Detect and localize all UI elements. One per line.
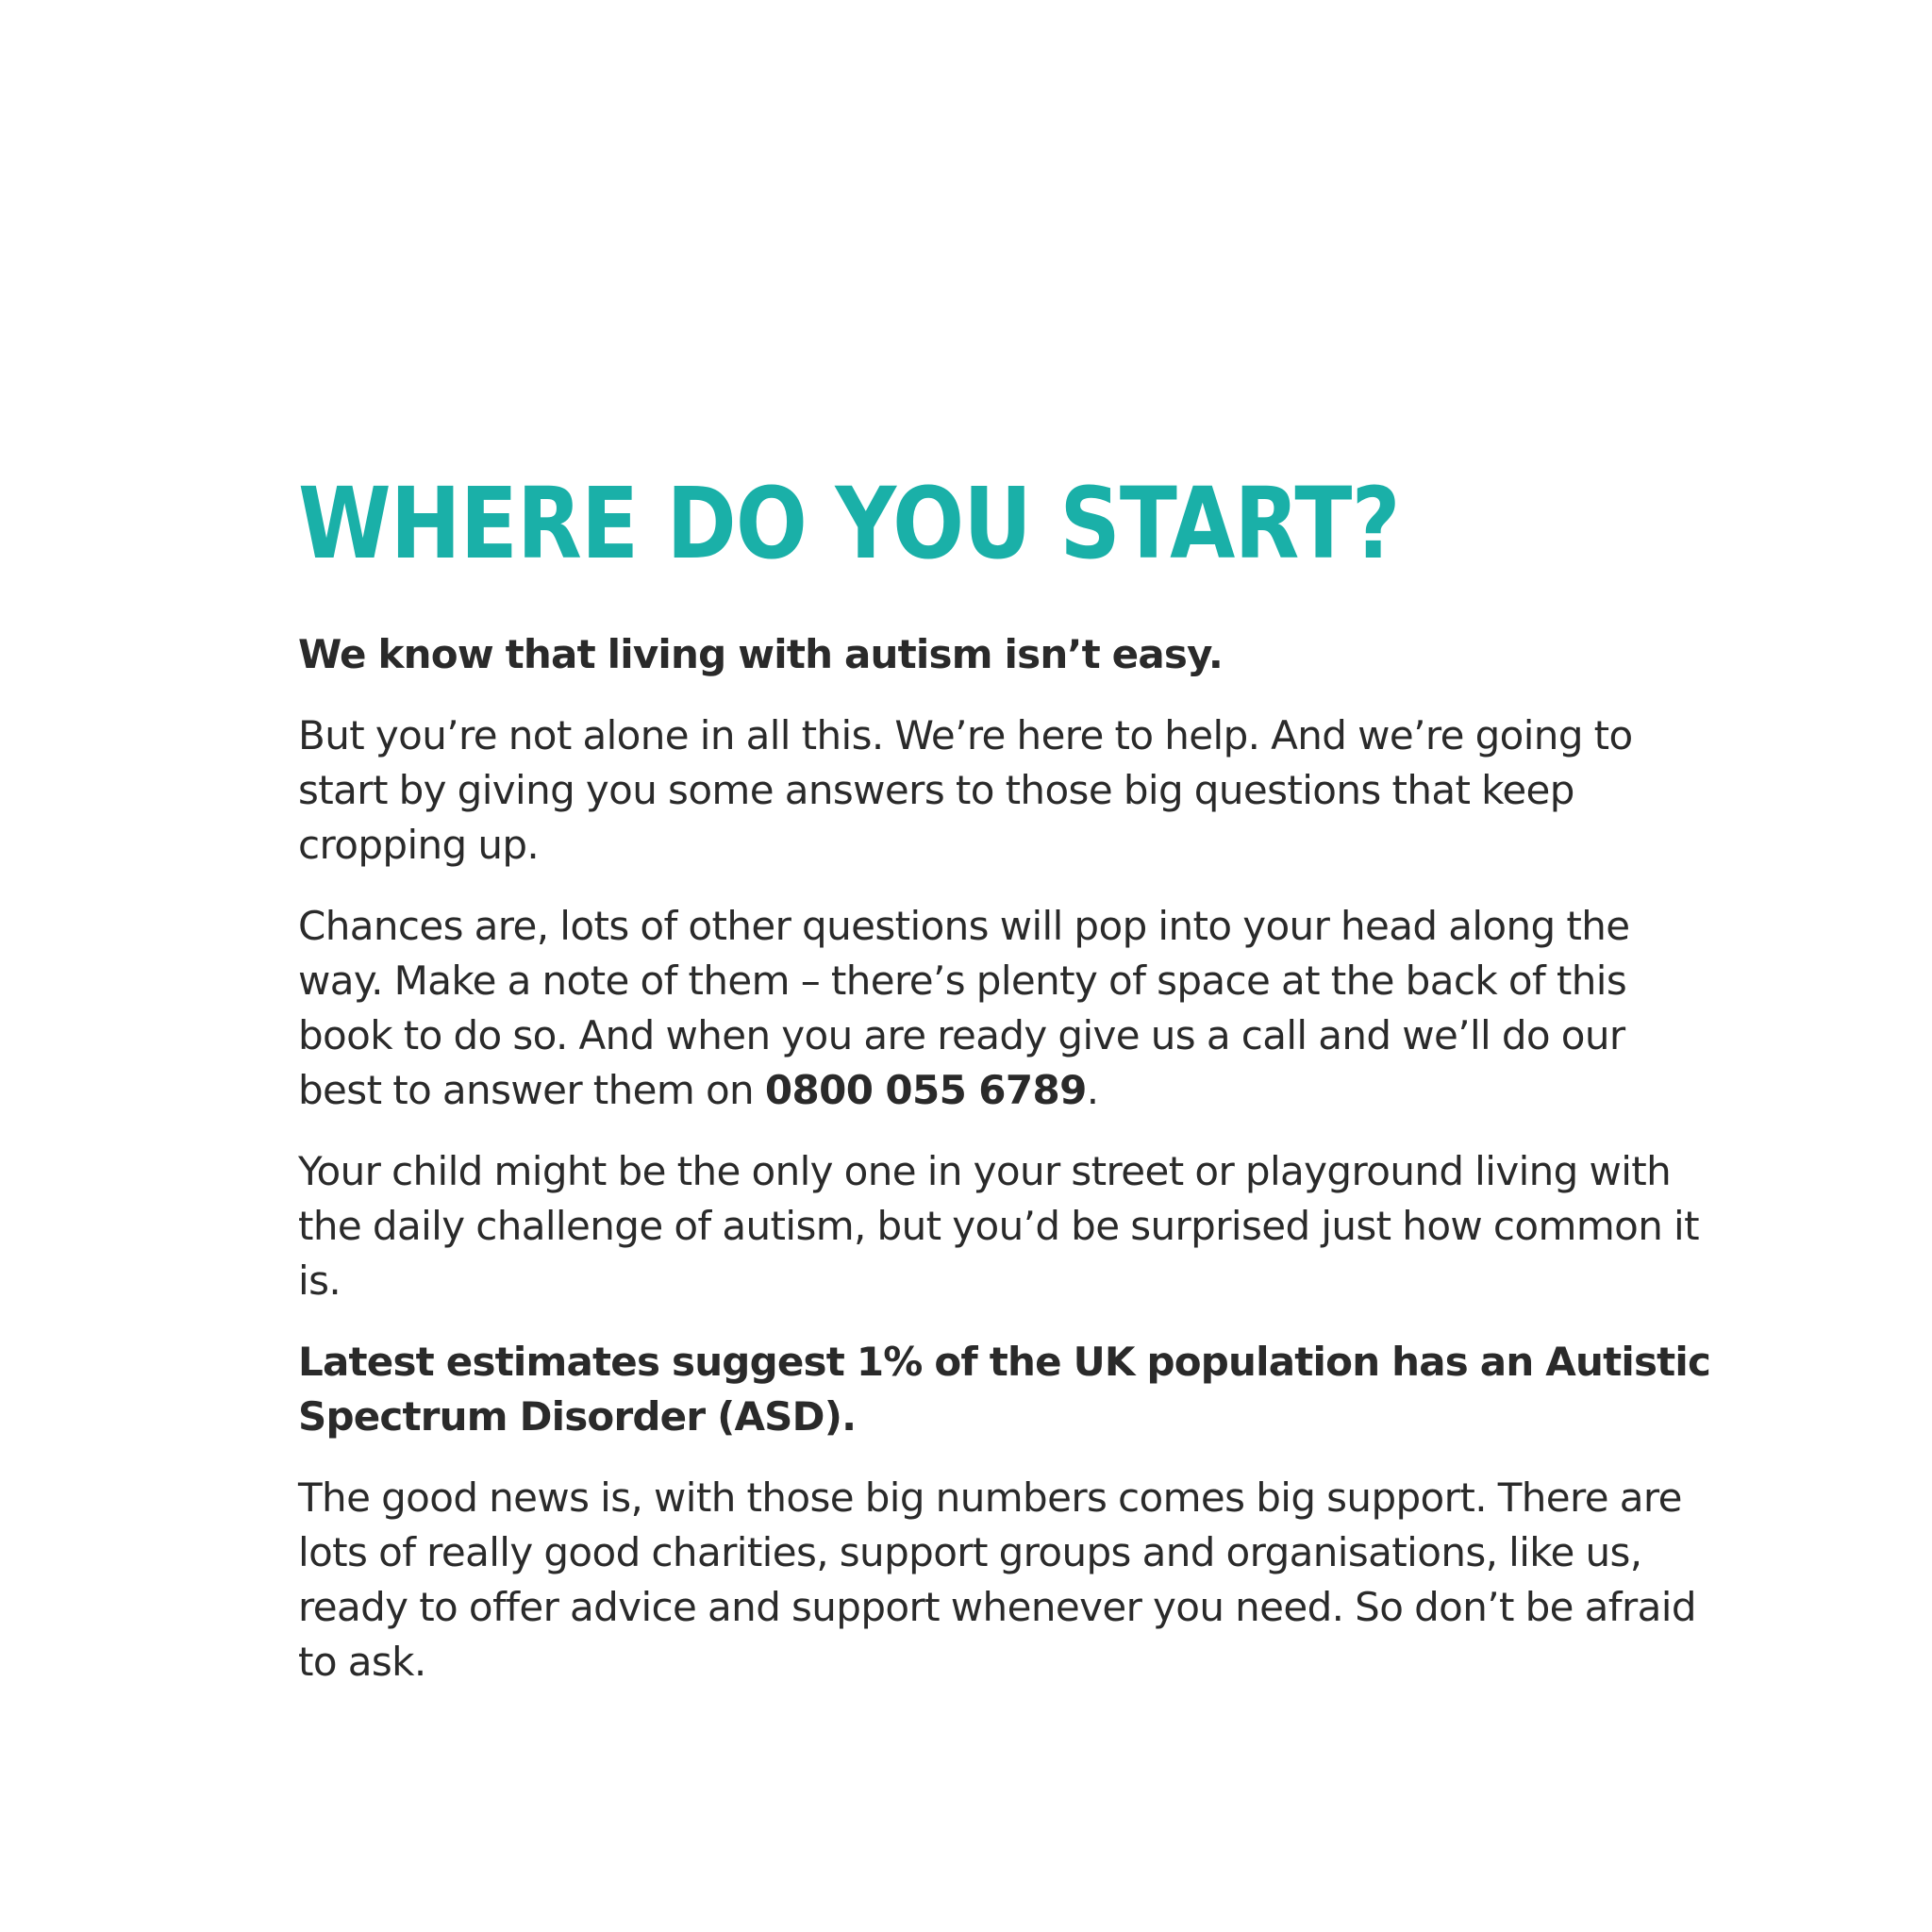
content-block bbox=[298, 466, 1713, 1716]
paragraph-good-news: The good news is, with those big numbers comes big support. There are lots of really good charities, support groups and organisations, like us, ready to offer advice and support whenever you need. So don’t be afraid to ask. bbox=[298, 1474, 1696, 1685]
helpline-number: 0800 055 6789 bbox=[764, 1067, 1087, 1113]
paragraph-common: Your child might be the only one in your street or playground living with the daily challenge of autism, but you’d be surprised just how common it is. bbox=[298, 1148, 1699, 1304]
paragraph-questions-end: . bbox=[1086, 1067, 1099, 1113]
page-title: WHERE DO YOU START? bbox=[298, 466, 1400, 581]
paragraph-support: But you’re not alone in all this. We’re here to help. And we’re going to start by giving you some answers to those big questions that keep cropping up. bbox=[298, 712, 1633, 868]
paragraph-questions bbox=[298, 899, 1713, 1118]
statistic-statement: Latest estimates suggest 1% of the UK population has an Autistic Spectrum Disorder (ASD). bbox=[298, 1339, 1711, 1440]
paragraph-questions-text: Chances are, lots of other questions will pop into your head along the way. Make a note of them – there’s plenty of space at the back of this book to do so. And when you are ready give us a call and we’ll do our best to answer them on bbox=[298, 903, 1630, 1113]
intro-statement: We know that living with autism isn’t easy. bbox=[298, 631, 1223, 677]
